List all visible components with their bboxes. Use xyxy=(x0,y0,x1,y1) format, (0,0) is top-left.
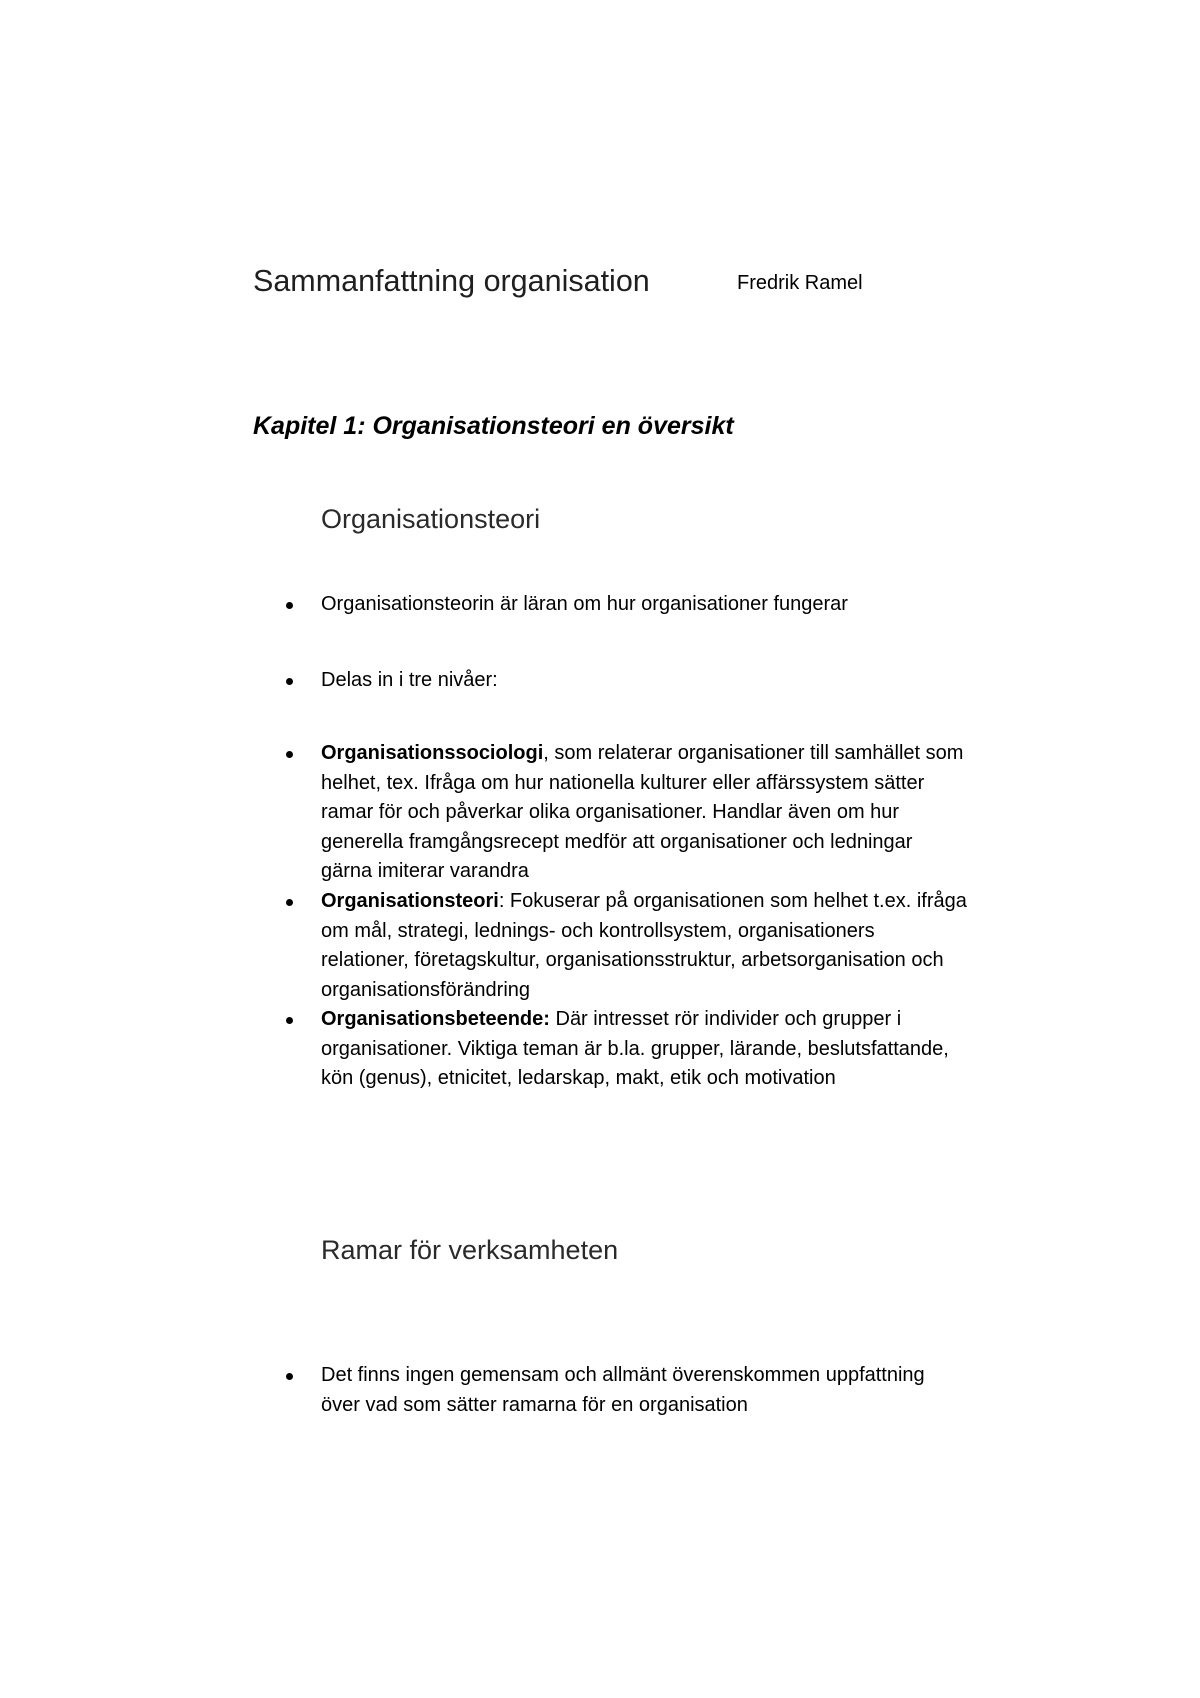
list-item-line: organisationer. Viktiga teman är b.la. grupper, lärande, beslutsfattande, xyxy=(321,1037,949,1060)
list-item-line: kön (genus), etnicitet, ledarskap, makt, etik och motivation xyxy=(321,1067,836,1089)
list-item-text xyxy=(321,739,986,887)
bullet-icon xyxy=(286,899,293,906)
bullet-icon xyxy=(286,1373,293,1380)
bullet-icon xyxy=(286,602,293,609)
bullet-icon xyxy=(286,678,293,685)
list-item-line: relationer, företagskultur, organisationsstruktur, arbetsorganisation och xyxy=(321,949,944,971)
list-item-line-text: Där intresset rör individer och grupper i xyxy=(549,1008,902,1030)
list-item-text xyxy=(321,1361,986,1420)
list-item-text xyxy=(321,1005,986,1094)
list-item-line: organisationsförändring xyxy=(321,978,531,1001)
section-heading: Organisationsteori xyxy=(321,504,541,534)
list-item-term: Organisationsbeteende: xyxy=(321,1008,550,1030)
list-item-line xyxy=(321,739,986,769)
list-item-line: Det finns ingen gemensam och allmänt överenskommen uppfattning xyxy=(321,1364,925,1386)
list-item-line: gärna imiterar varandra xyxy=(321,860,529,882)
list-item-line: generella framgångsrecept medför att organisationer och ledningar xyxy=(321,830,913,853)
list-item-text xyxy=(321,590,986,620)
list-item-line-text: , som relaterar organisationer till samhället som xyxy=(543,742,964,764)
list-item xyxy=(286,590,986,620)
bullet-icon xyxy=(286,751,293,758)
list-item-line xyxy=(321,887,986,917)
list-item-line-text: : Fokuserar på organisationen som helhet t.ex. ifråga xyxy=(498,890,967,912)
list-item-line: om mål, strategi, lednings- och kontrollsystem, organisationers xyxy=(321,919,875,942)
list-item-line: ramar för och påverkar olika organisationer. Handlar även om hur xyxy=(321,801,900,823)
list-item-line: över vad som sätter ramarna för en organisation xyxy=(321,1393,748,1416)
list-item-text xyxy=(321,666,986,696)
section-heading: Ramar för verksamheten xyxy=(321,1235,619,1265)
list-item-text xyxy=(321,887,986,1005)
document-title: Sammanfattning organisation xyxy=(253,264,650,298)
chapter-heading: Kapitel 1: Organisationsteori en översikt xyxy=(253,412,734,440)
author-name: Fredrik Ramel xyxy=(737,272,863,294)
list-item-line xyxy=(321,1005,986,1035)
list-item-line: Delas in i tre nivåer: xyxy=(321,669,498,691)
list-item xyxy=(286,739,986,887)
list-item xyxy=(286,887,986,1005)
list-item xyxy=(286,1361,986,1420)
list-item-term: Organisationsteori xyxy=(321,890,499,912)
list-item-term: Organisationssociologi xyxy=(321,742,544,764)
list-item xyxy=(286,666,986,696)
list-item-line: helhet, tex. Ifråga om hur nationella kulturer eller affärssystem sätter xyxy=(321,771,925,794)
list-item xyxy=(286,1005,986,1094)
list-item-line: Organisationsteorin är läran om hur organisationer fungerar xyxy=(321,593,848,615)
bullet-icon xyxy=(286,1017,293,1024)
